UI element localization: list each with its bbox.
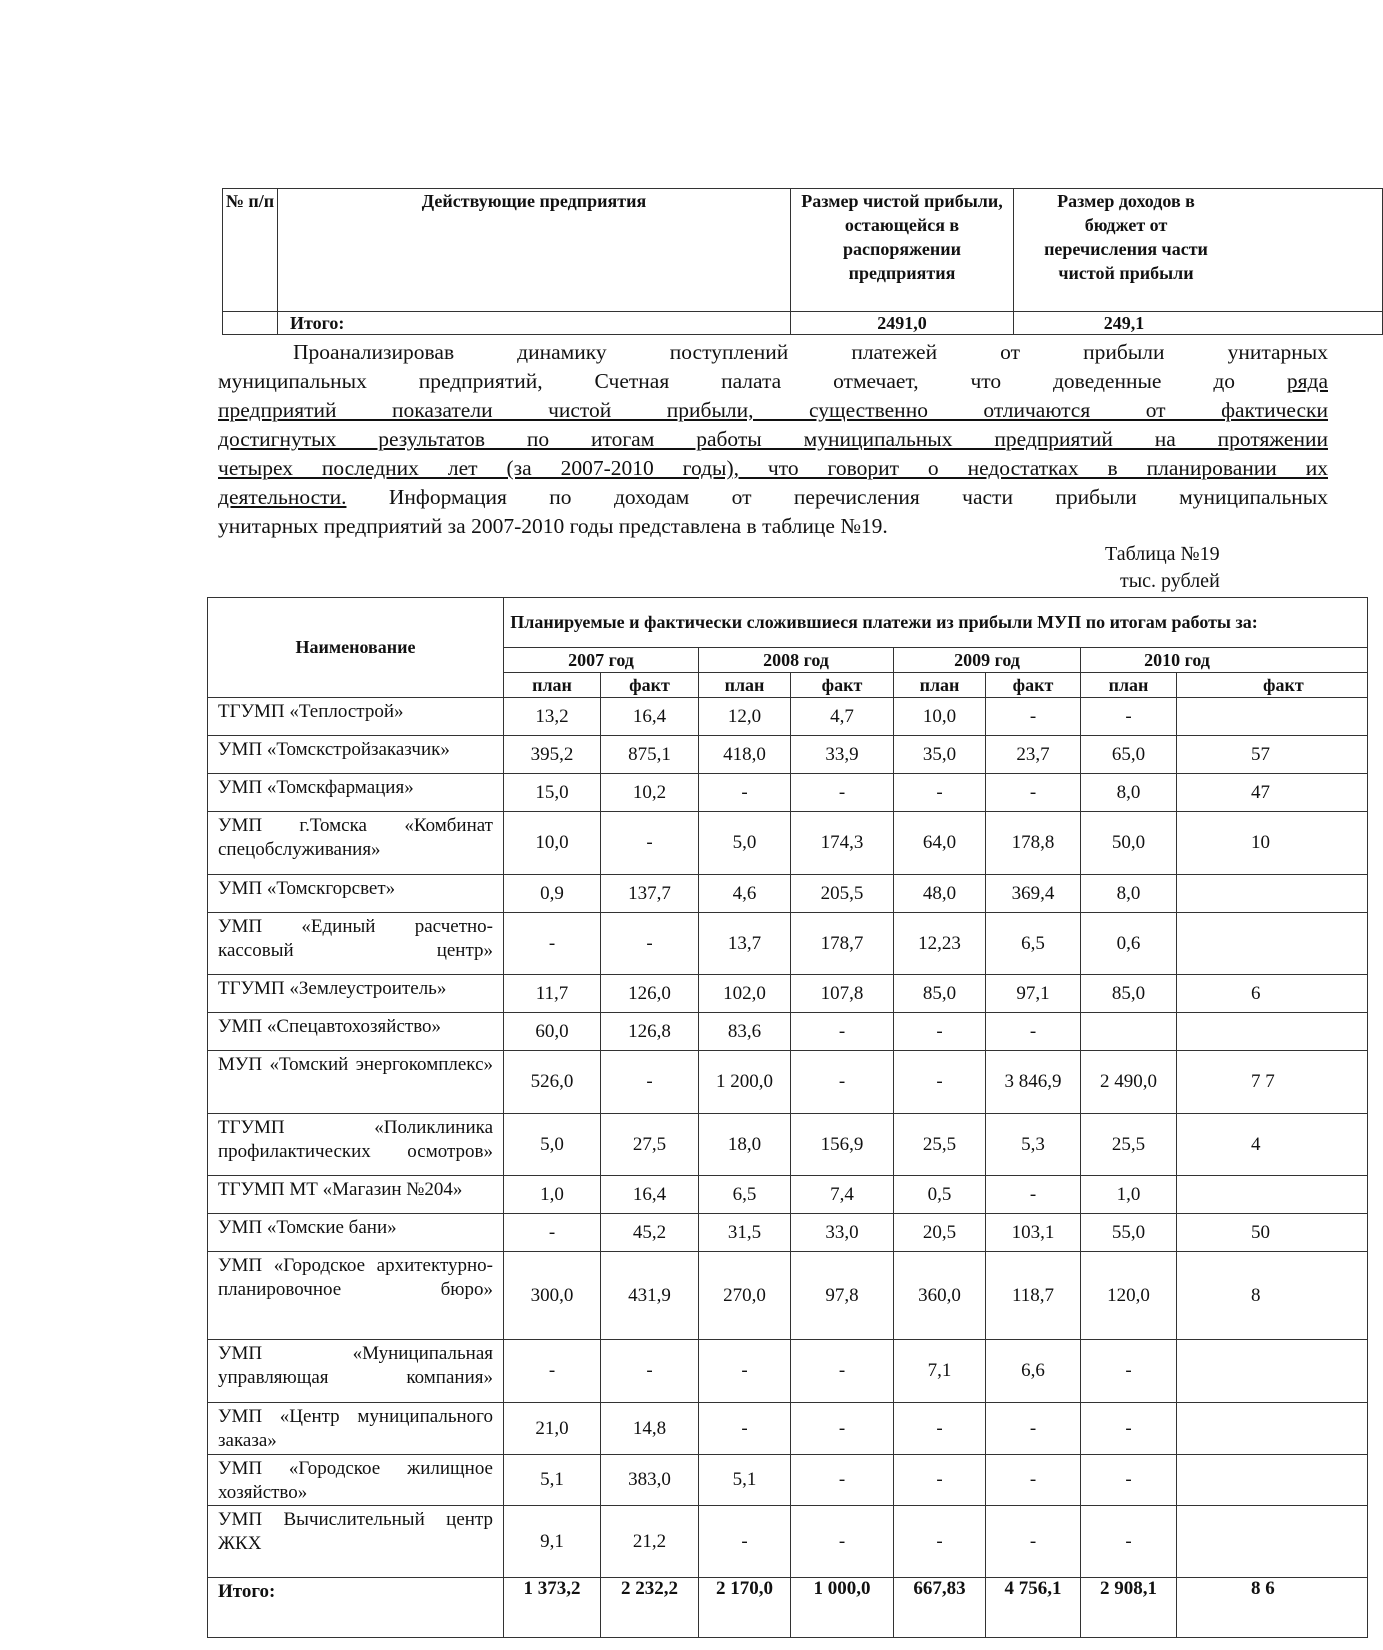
value-cell: 8,0 xyxy=(1081,875,1177,913)
value-cell: 126,8 xyxy=(601,1013,699,1051)
total-net-profit: 2491,0 xyxy=(791,312,1014,335)
value-cell: 4 756,1 xyxy=(986,1578,1081,1638)
value-cell xyxy=(1177,1455,1368,1506)
value-cell: 25,5 xyxy=(894,1114,986,1176)
enterprise-name: УМП «Городское архитектурно-планировочное бюро» xyxy=(208,1252,504,1340)
value-cell: 418,0 xyxy=(699,736,791,774)
table-row xyxy=(208,1455,1368,1506)
value-cell: 25,5 xyxy=(1081,1114,1177,1176)
value-cell: - xyxy=(894,1455,986,1506)
value-cell: - xyxy=(894,1506,986,1578)
value-cell: - xyxy=(699,774,791,812)
table-row xyxy=(208,975,1368,1013)
value-cell: - xyxy=(791,1340,894,1403)
value-cell: - xyxy=(791,1506,894,1578)
value-cell: 5,0 xyxy=(699,812,791,875)
table-row xyxy=(208,774,1368,812)
value-cell: - xyxy=(699,1340,791,1403)
underlined-text: ряда xyxy=(1286,369,1328,393)
year-2010 xyxy=(1081,648,1368,673)
underlined-text: предприятий показатели чистой прибыли, существенно отличаются от фактически xyxy=(218,398,1328,422)
col-budget-income xyxy=(1014,189,1383,312)
total-row xyxy=(208,1578,1368,1638)
value-cell: - xyxy=(791,1051,894,1114)
enterprise-name: УМП Вычислительный центр ЖКХ xyxy=(208,1506,504,1578)
value-cell: 20,5 xyxy=(894,1214,986,1252)
value-cell: - xyxy=(504,1214,601,1252)
enterprise-name: ТГУМП «Поликлиника профилактических осмотров» xyxy=(208,1114,504,1176)
value-cell: 60,0 xyxy=(504,1013,601,1051)
value-cell: 31,5 xyxy=(699,1214,791,1252)
value-cell: - xyxy=(791,1455,894,1506)
enterprise-name: УМП «Центр муниципального заказа» xyxy=(208,1403,504,1455)
year-2010-text: 2010 год xyxy=(1144,649,1210,670)
value-cell: 13,7 xyxy=(699,913,791,975)
value-cell: 667,83 xyxy=(894,1578,986,1638)
value-cell: - xyxy=(986,774,1081,812)
value-cell: - xyxy=(699,1403,791,1455)
value-cell: 15,0 xyxy=(504,774,601,812)
table-row xyxy=(208,1214,1368,1252)
table-row xyxy=(208,736,1368,774)
value-cell: - xyxy=(1081,1455,1177,1506)
value-cell: 47 xyxy=(1177,774,1368,812)
total-number-cell xyxy=(223,312,278,335)
value-cell xyxy=(1177,1506,1368,1578)
value-cell: - xyxy=(791,1013,894,1051)
enterprise-name: УМП г.Томска «Комбинат спецобслуживания» xyxy=(208,812,504,875)
value-cell: 57 xyxy=(1177,736,1368,774)
value-cell: 6 xyxy=(1177,975,1368,1013)
value-cell: 7,4 xyxy=(791,1176,894,1214)
value-cell: 5,0 xyxy=(504,1114,601,1176)
value-cell xyxy=(1177,1013,1368,1051)
value-cell: 33,9 xyxy=(791,736,894,774)
enterprise-name: ТГУМП «Землеустроитель» xyxy=(208,975,504,1013)
value-cell: 21,2 xyxy=(601,1506,699,1578)
profit-summary-table xyxy=(222,188,1383,335)
value-cell: - xyxy=(1081,1506,1177,1578)
value-cell: 1 000,0 xyxy=(791,1578,894,1638)
value-cell: 2 490,0 xyxy=(1081,1051,1177,1114)
paragraph-line xyxy=(218,456,1328,481)
enterprise-name: УМП «Томские бани» xyxy=(208,1214,504,1252)
value-cell: 55,0 xyxy=(1081,1214,1177,1252)
value-cell: 50 xyxy=(1177,1214,1368,1252)
value-cell: 360,0 xyxy=(894,1252,986,1340)
value-cell: 526,0 xyxy=(504,1051,601,1114)
value-cell: 18,0 xyxy=(699,1114,791,1176)
table-row xyxy=(208,1403,1368,1455)
value-cell: 118,7 xyxy=(986,1252,1081,1340)
subheader-факт: факт xyxy=(1177,673,1368,698)
value-cell: 97,1 xyxy=(986,975,1081,1013)
value-cell: 7 7 xyxy=(1177,1051,1368,1114)
value-cell: - xyxy=(504,913,601,975)
value-cell: 83,6 xyxy=(699,1013,791,1051)
value-cell: 64,0 xyxy=(894,812,986,875)
value-cell: 0,5 xyxy=(894,1176,986,1214)
table-row xyxy=(208,1013,1368,1051)
value-cell: 85,0 xyxy=(1081,975,1177,1013)
value-cell: 21,0 xyxy=(504,1403,601,1455)
value-cell: 8,0 xyxy=(1081,774,1177,812)
enterprise-name: УМП «Городское жилищное хозяйство» xyxy=(208,1455,504,1506)
value-cell: 10,0 xyxy=(504,812,601,875)
value-cell: 395,2 xyxy=(504,736,601,774)
value-cell: 8 xyxy=(1177,1252,1368,1340)
year-2007: 2007 год xyxy=(504,648,699,673)
value-cell: - xyxy=(894,1013,986,1051)
value-cell: 10,0 xyxy=(894,698,986,736)
paragraph-line xyxy=(218,514,1328,539)
underlined-text: достигнутых результатов по итогам работы муниципальных предприятий на протяжении xyxy=(218,427,1328,451)
paragraph-text: унитарных предприятий за 2007-2010 годы представлена в таблице №19. xyxy=(218,514,888,538)
value-cell xyxy=(1081,1013,1177,1051)
value-cell: - xyxy=(986,698,1081,736)
value-cell: - xyxy=(699,1506,791,1578)
year-2009: 2009 год xyxy=(894,648,1081,673)
value-cell: 33,0 xyxy=(791,1214,894,1252)
value-cell: - xyxy=(601,913,699,975)
value-cell: 23,7 xyxy=(986,736,1081,774)
table-row xyxy=(208,1051,1368,1114)
value-cell: 369,4 xyxy=(986,875,1081,913)
value-cell: 1 200,0 xyxy=(699,1051,791,1114)
value-cell: 27,5 xyxy=(601,1114,699,1176)
group-header-text: Планируемые и фактически сложившиеся платежи из прибыли МУП по итогам работы за: xyxy=(510,612,1258,632)
total-label: Итого: xyxy=(278,312,791,335)
paragraph-line xyxy=(218,427,1328,452)
value-cell: 16,4 xyxy=(601,1176,699,1214)
value-cell: - xyxy=(791,1403,894,1455)
enterprise-name: ТГУМП «Теплострой» xyxy=(208,698,504,736)
value-cell: 4,6 xyxy=(699,875,791,913)
value-cell: 11,7 xyxy=(504,975,601,1013)
col-enterprises: Действующие предприятия xyxy=(278,189,791,312)
value-cell: - xyxy=(601,1340,699,1403)
value-cell: 12,0 xyxy=(699,698,791,736)
value-cell: 85,0 xyxy=(894,975,986,1013)
value-cell: 2 170,0 xyxy=(699,1578,791,1638)
value-cell: - xyxy=(894,1403,986,1455)
paragraph-line xyxy=(218,485,1328,510)
value-cell: 50,0 xyxy=(1081,812,1177,875)
value-cell: 14,8 xyxy=(601,1403,699,1455)
table-row xyxy=(208,698,1368,736)
subheader-план: план xyxy=(699,673,791,698)
value-cell: 35,0 xyxy=(894,736,986,774)
col-net-profit: Размер чистой прибыли, остающейся в распоряжении предприятия xyxy=(791,189,1014,312)
value-cell: - xyxy=(986,1506,1081,1578)
enterprise-name: Итого: xyxy=(208,1578,504,1638)
table-row xyxy=(208,1340,1368,1403)
value-cell: 178,7 xyxy=(791,913,894,975)
value-cell: - xyxy=(504,1340,601,1403)
value-cell: 431,9 xyxy=(601,1252,699,1340)
paragraph-line xyxy=(218,398,1328,423)
value-cell: 875,1 xyxy=(601,736,699,774)
value-cell: - xyxy=(894,774,986,812)
value-cell: - xyxy=(601,812,699,875)
subheader-факт: факт xyxy=(601,673,699,698)
value-cell: 383,0 xyxy=(601,1455,699,1506)
value-cell xyxy=(1177,1403,1368,1455)
value-cell: 6,5 xyxy=(699,1176,791,1214)
total-budget-income-cell xyxy=(1014,312,1383,335)
units-label: тыс. рублей xyxy=(1120,570,1220,592)
payments-table xyxy=(207,597,1368,1638)
value-cell xyxy=(1177,1176,1368,1214)
value-cell: 45,2 xyxy=(601,1214,699,1252)
enterprise-name: УМП «Единый расчетно-кассовый центр» xyxy=(208,913,504,975)
value-cell: - xyxy=(1081,698,1177,736)
subheader-факт: факт xyxy=(791,673,894,698)
table-row xyxy=(208,913,1368,975)
value-cell: 16,4 xyxy=(601,698,699,736)
value-cell: 205,5 xyxy=(791,875,894,913)
group-header xyxy=(504,598,1368,648)
value-cell: 126,0 xyxy=(601,975,699,1013)
value-cell: 1,0 xyxy=(504,1176,601,1214)
table-row xyxy=(208,1252,1368,1340)
value-cell xyxy=(1177,875,1368,913)
value-cell: 103,1 xyxy=(986,1214,1081,1252)
value-cell: 137,7 xyxy=(601,875,699,913)
enterprise-name: УМП «Томскфармация» xyxy=(208,774,504,812)
value-cell: - xyxy=(986,1403,1081,1455)
value-cell: 174,3 xyxy=(791,812,894,875)
value-cell: 156,9 xyxy=(791,1114,894,1176)
table-row xyxy=(208,1114,1368,1176)
enterprise-name: УМП «Спецавтохозяйство» xyxy=(208,1013,504,1051)
value-cell: - xyxy=(1081,1403,1177,1455)
value-cell: 3 846,9 xyxy=(986,1051,1081,1114)
paragraph-line xyxy=(218,369,1328,394)
value-cell: 2 908,1 xyxy=(1081,1578,1177,1638)
value-cell: 5,1 xyxy=(504,1455,601,1506)
table-row xyxy=(208,875,1368,913)
subheader-план: план xyxy=(1081,673,1177,698)
value-cell: - xyxy=(791,774,894,812)
value-cell: 65,0 xyxy=(1081,736,1177,774)
value-cell xyxy=(1177,1340,1368,1403)
value-cell: 178,8 xyxy=(986,812,1081,875)
paragraph-text: муниципальных предприятий, Счетная палата отмечает, что доведенные до xyxy=(218,369,1287,393)
value-cell: 1 373,2 xyxy=(504,1578,601,1638)
underlined-text: четырех последних лет (за 2007-2010 годы), что говорит о недостатках в планировании их xyxy=(218,456,1328,480)
enterprise-name: УМП «Муниципальная управляющая компания» xyxy=(208,1340,504,1403)
table-row xyxy=(208,1176,1368,1214)
enterprise-name: МУП «Томский энергокомплекс» xyxy=(208,1051,504,1114)
subheader-план: план xyxy=(894,673,986,698)
value-cell xyxy=(1177,698,1368,736)
value-cell: - xyxy=(894,1051,986,1114)
value-cell: 7,1 xyxy=(894,1340,986,1403)
value-cell: 6,5 xyxy=(986,913,1081,975)
value-cell: 0,9 xyxy=(504,875,601,913)
value-cell: 4,7 xyxy=(791,698,894,736)
total-budget-income: 249,1 xyxy=(1103,312,1145,333)
value-cell: 2 232,2 xyxy=(601,1578,699,1638)
value-cell: - xyxy=(601,1051,699,1114)
value-cell xyxy=(1177,913,1368,975)
name-header: Наименование xyxy=(208,598,504,698)
enterprise-name: УМП «Томскгорсвет» xyxy=(208,875,504,913)
value-cell: 120,0 xyxy=(1081,1252,1177,1340)
value-cell: 107,8 xyxy=(791,975,894,1013)
underlined-text: деятельности. xyxy=(218,485,347,509)
paragraph-line xyxy=(293,340,1328,365)
value-cell: 0,6 xyxy=(1081,913,1177,975)
value-cell: 12,23 xyxy=(894,913,986,975)
value-cell: 4 xyxy=(1177,1114,1368,1176)
value-cell: 5,3 xyxy=(986,1114,1081,1176)
paragraph-text: Информация по доходам от перечисления части прибыли муниципальных xyxy=(346,485,1328,509)
year-2008: 2008 год xyxy=(699,648,894,673)
value-cell: 300,0 xyxy=(504,1252,601,1340)
col-number: № п/п xyxy=(223,189,278,312)
value-cell: 9,1 xyxy=(504,1506,601,1578)
table-caption: Таблица №19 xyxy=(1105,543,1220,565)
table-row xyxy=(208,812,1368,875)
paragraph-text: Проанализировав динамику поступлений платежей от прибыли унитарных xyxy=(293,340,1328,364)
enterprise-name: ТГУМП МТ «Магазин №204» xyxy=(208,1176,504,1214)
value-cell: 6,6 xyxy=(986,1340,1081,1403)
subheader-факт: факт xyxy=(986,673,1081,698)
value-cell: 270,0 xyxy=(699,1252,791,1340)
value-cell: 10,2 xyxy=(601,774,699,812)
subheader-план: план xyxy=(504,673,601,698)
value-cell: 1,0 xyxy=(1081,1176,1177,1214)
budget-income-header-text: Размер доходов в бюджет от перечисления части чистой прибыли xyxy=(1044,191,1208,283)
value-cell: 97,8 xyxy=(791,1252,894,1340)
value-cell: 8 6 xyxy=(1177,1578,1368,1638)
value-cell: - xyxy=(986,1013,1081,1051)
table-row xyxy=(208,1506,1368,1578)
value-cell: 5,1 xyxy=(699,1455,791,1506)
enterprise-name: УМП «Томскстройзаказчик» xyxy=(208,736,504,774)
value-cell: 13,2 xyxy=(504,698,601,736)
value-cell: - xyxy=(986,1455,1081,1506)
value-cell: - xyxy=(986,1176,1081,1214)
value-cell: 48,0 xyxy=(894,875,986,913)
value-cell: - xyxy=(1081,1340,1177,1403)
value-cell: 102,0 xyxy=(699,975,791,1013)
value-cell: 10 xyxy=(1177,812,1368,875)
